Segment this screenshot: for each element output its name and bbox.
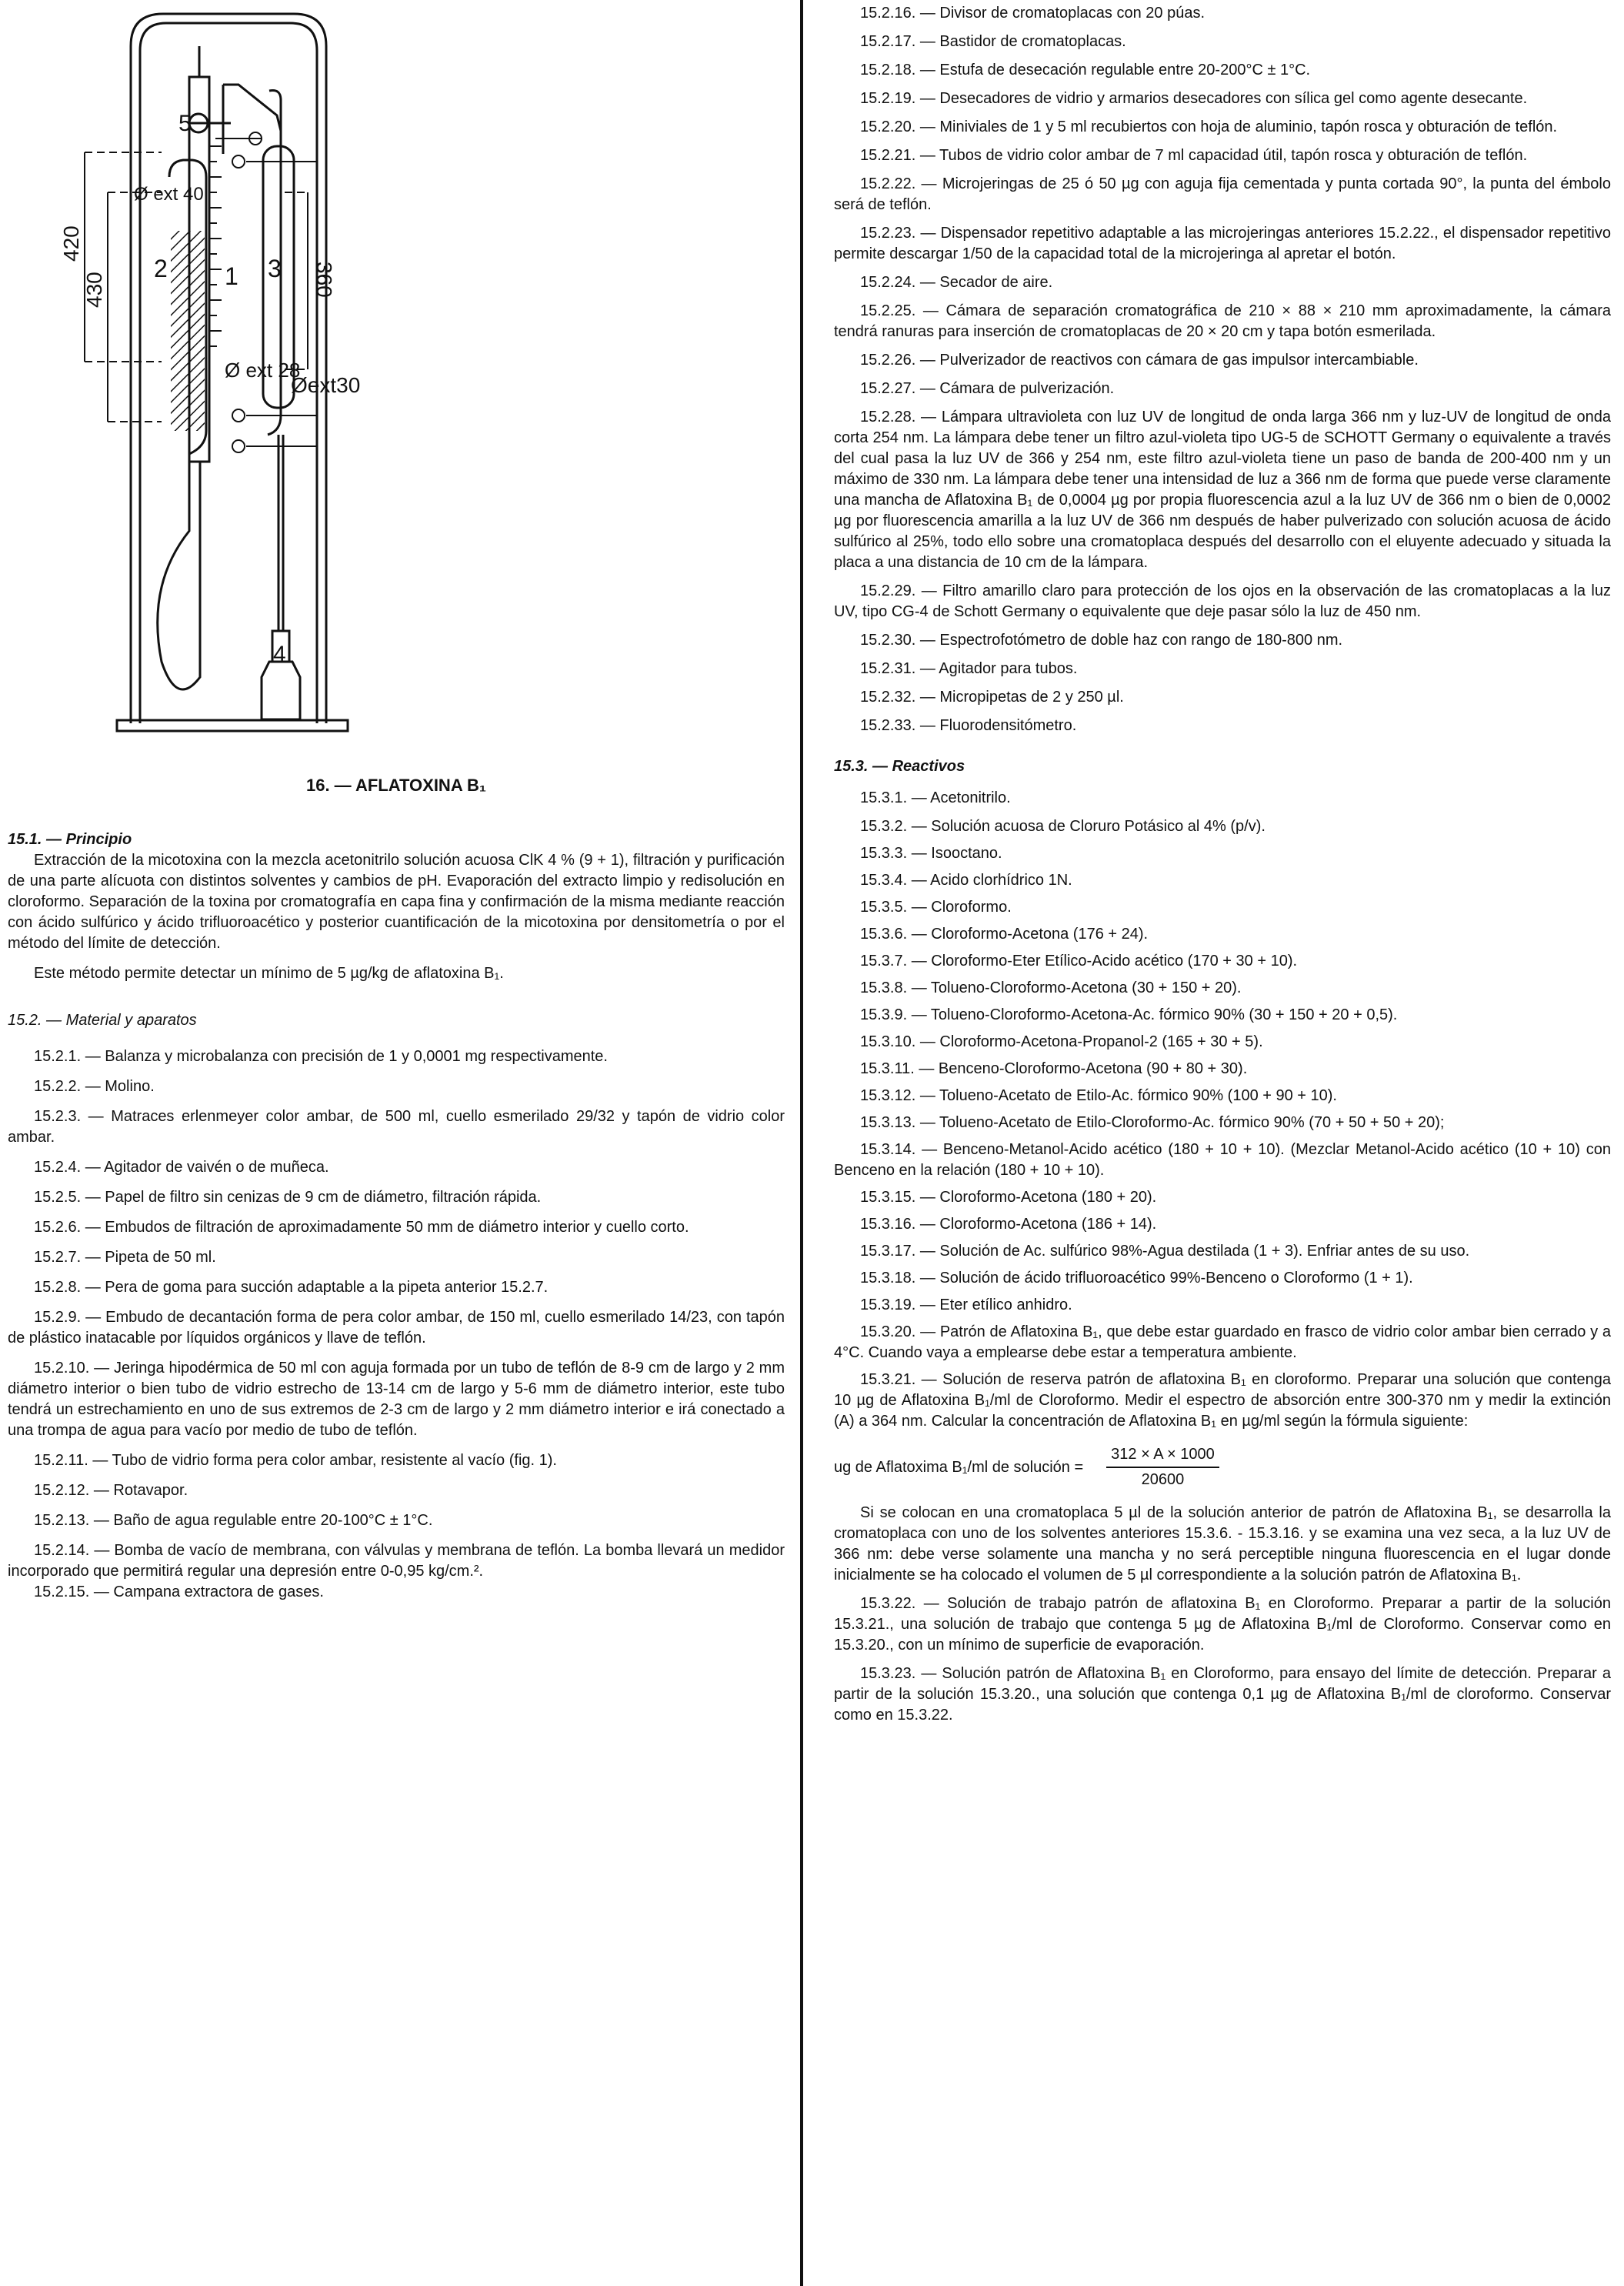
reagent-item: 15.3.7. — Cloroformo-Eter Etílico-Acido acético (170 + 30 + 10).	[860, 953, 1298, 969]
reagent-item: 15.3.22. — Solución de trabajo patrón de aflatoxina B₁ en Cloroformo. Preparar a partir de la solución 15.3.21., una solución de trabajo que contenga 5 µg de Aflatoxina B₁/ml de Cloroformo. Conservar como en 15.3.20., con un mínimo de superficie de evaporación.	[834, 1595, 1611, 1654]
label-5: 5	[178, 111, 192, 136]
reagent-item: 15.3.14. — Benceno-Metanol-Acido acético (180 + 10 + 10). (Mezclar Metanol-Acido acético (10 + 10) con Benceno en la relación (180 + 10 + 10).	[834, 1141, 1611, 1179]
list-item: 15.2.17. — Bastidor de cromatoplacas.	[860, 33, 1126, 50]
list-item: 15.2.5. — Papel de filtro sin cenizas de 9 cm de diámetro, filtración rápida.	[34, 1189, 542, 1206]
list-item: 15.2.15. — Campana extractora de gases.	[34, 1584, 324, 1600]
reagent-item: 15.3.21. — Solución de reserva patrón de aflatoxina B₁ en cloroformo. Preparar una solución que contenga 10 µg de Aflatoxina B₁/ml de Cloroformo. Medir el espectro de absorción entre 300-370 nm y medir la extinción (A) a 364 nm. Calcular la concentración de Aflatoxina B₁ en µg/ml según la fórmula siguiente:	[834, 1371, 1611, 1430]
s152-heading: 15.2. — Material y aparatos	[8, 1012, 197, 1029]
left-column	[8, 0, 785, 1603]
list-item: 15.2.12. — Rotavapor.	[34, 1482, 188, 1499]
reagent-item: 15.3.13. — Tolueno-Acetato de Etilo-Cloroformo-Ac. fórmico 90% (70 + 50 + 50 + 20);	[860, 1114, 1445, 1131]
section-title: 16. — AFLATOXINA B₁	[305, 776, 486, 795]
label-3: 3	[268, 255, 282, 282]
reagent-item: 15.3.2. — Solución acuosa de Cloruro Potásico al 4% (p/v).	[860, 818, 1266, 835]
reagent-item: 15.3.19. — Eter etílico anhidro.	[860, 1297, 1072, 1313]
list-item: 15.2.2. — Molino.	[34, 1078, 155, 1095]
reagent-item: 15.3.20. — Patrón de Aflatoxina B₁, que debe estar guardado en frasco de vidrio color ambar bien cerrado y a 4°C. Cuando vaya a emplearse debe estar a temperatura ambiente.	[834, 1323, 1611, 1361]
list-item: 15.2.1. — Balanza y microbalanza con precisión de 1 y 0,0001 mg respectivamente.	[34, 1048, 608, 1065]
s151-heading: 15.1. — Principio	[8, 831, 132, 848]
formula-numerator: 312 × A × 1000	[1106, 1446, 1219, 1468]
concentration-formula	[834, 1446, 1611, 1489]
label-2: 2	[154, 255, 168, 282]
list-item: 15.2.33. — Fluorodensitómetro.	[860, 717, 1077, 734]
right-column	[834, 0, 1611, 1726]
label-dim-430: 430	[82, 272, 106, 308]
list-item: 15.2.16. — Divisor de cromatoplacas con 20 púas.	[860, 5, 1205, 22]
reagent-item: 15.3.12. — Tolueno-Acetato de Etilo-Ac. fórmico 90% (100 + 90 + 10).	[860, 1087, 1337, 1104]
list-item: 15.2.18. — Estufa de desecación regulable entre 20-200°C ± 1°C.	[860, 62, 1311, 78]
list-item: 15.2.27. — Cámara de pulverización.	[860, 380, 1115, 397]
list-item: 15.2.26. — Pulverizador de reactivos con cámara de gas impulsor intercambiable.	[860, 352, 1419, 369]
list-item: 15.2.3. — Matraces erlenmeyer color ambar, de 500 ml, cuello esmerilado 29/32 y tapón de vidrio color ambar.	[8, 1108, 785, 1146]
label-dia-40: Ø ext 40	[134, 184, 204, 205]
list-item: 15.2.13. — Baño de agua regulable entre 20-100°C ± 1°C.	[34, 1512, 433, 1529]
formula-fraction	[1106, 1446, 1219, 1489]
list-item: 15.2.7. — Pipeta de 50 ml.	[34, 1249, 216, 1266]
list-item: 15.2.11. — Tubo de vidrio forma pera color ambar, resistente al vacío (fig. 1).	[34, 1452, 557, 1469]
paragraph-after-formula: Si se colocan en una cromatoplaca 5 µl de la solución anterior de patrón de Aflatoxina B₁, se desarrolla la cromatoplaca con uno de los solventes anteriores 15.3.6. - 15.3.16. y se examina una vez seca, a la luz UV de 366 nm: debe verse solamente una mancha y no será perceptible ninguna fluorescencia en el lugar donde inicialmente se ha colocado el volumen de 5 µl correspondiente a la solución patrón de Aflatoxina B₁.	[834, 1504, 1611, 1584]
list-item: 15.2.14. — Bomba de vacío de membrana, con válvulas y membrana de teflón. La bomba llevará un medidor incorporado que permitirá regular una depresión entre 0-0,95 kg/cm.².	[8, 1542, 785, 1580]
reagent-item: 15.3.10. — Cloroformo-Acetona-Propanol-2 (165 + 30 + 5).	[860, 1033, 1263, 1050]
list-item: 15.2.20. — Miniviales de 1 y 5 ml recubiertos con hoja de aluminio, tapón rosca y obturación de teflón.	[860, 118, 1558, 135]
label-dim-420: 420	[59, 225, 83, 262]
list-item: 15.2.29. — Filtro amarillo claro para protección de los ojos en la observación de las cromatoplacas a la luz UV, tipo CG-4 de Schott Germany o equivalente que deje pasar sólo la luz de 450 nm.	[834, 582, 1611, 620]
list-item: 15.2.22. — Microjeringas de 25 ó 50 µg con aguja fija cementada y punta cortada 90°, la punta del émbolo será de teflón.	[834, 175, 1611, 213]
reagent-item: 15.3.1. — Acetonitrilo.	[860, 789, 1011, 806]
column-divider	[800, 0, 803, 2286]
reagent-item: 15.3.9. — Tolueno-Cloroformo-Acetona-Ac. fórmico 90% (30 + 150 + 20 + 0,5).	[860, 1006, 1398, 1023]
list-item: 15.2.21. — Tubos de vidrio color ambar de 7 ml capacidad útil, tapón rosca y obturación de teflón.	[860, 147, 1528, 164]
reagent-item: 15.3.15. — Cloroformo-Acetona (180 + 20).	[860, 1189, 1157, 1206]
list-item: 15.2.31. — Agitador para tubos.	[860, 660, 1078, 677]
list-item: 15.2.23. — Dispensador repetitivo adaptable a las microjeringas anteriores 15.2.22., el dispensador repetitivo permite descargar 1/50 de la capacidad total de la microjeringa al apretar el botón.	[834, 225, 1611, 262]
s151-paragraph-2: Este método permite detectar un mínimo de 5 µg/kg de aflatoxina B₁.	[34, 965, 504, 982]
list-item: 15.2.9. — Embudo de decantación forma de pera color ambar, de 150 ml, cuello esmerilado 14/23, con tapón de plástico inatacable por líquidos orgánicos y llave de teflón.	[8, 1309, 785, 1347]
reagent-item: 15.3.4. — Acido clorhídrico 1N.	[860, 872, 1072, 889]
list-item: 15.2.4. — Agitador de vaivén o de muñeca.	[34, 1159, 329, 1176]
list-item: 15.2.28. — Lámpara ultravioleta con luz UV de longitud de onda larga 366 nm y luz-UV de longitud de onda corta 254 nm. La lámpara debe tener un filtro azul-violeta tipo UG-5 de SCHOTT Germany o equivalente a través del cual pasa la luz UV de 366 y 254 nm, este filtro azul-violeta tiene un paso de banda de 200-400 nm y un máximo de 330 nm. La lámpara debe tener una intensidad de luz a 366 nm de forma que puede verse claramente una mancha de Aflatoxina B₁ de 0,0004 µg por propia fluorescencia azul a la luz UV de 366 nm o bien de 0,0002 µg por fluorescencia amarilla a la luz UV de 366 nm después de haber pulverizado con solución acuosa de ácido sulfúrico al 25%, todo ello sobre una cromatoplaca después del desarrollo con el eluyente adecuado y situada la placa a una distancia de 10 cm de la lámpara.	[834, 409, 1611, 571]
reagent-item: 15.3.5. — Cloroformo.	[860, 899, 1012, 916]
list-item: 15.2.19. — Desecadores de vidrio y armarios desecadores con sílica gel como agente desecante.	[860, 90, 1528, 107]
reagent-item: 15.3.17. — Solución de Ac. sulfúrico 98%-Agua destilada (1 + 3). Enfriar antes de su uso.	[860, 1243, 1470, 1260]
reagent-item: 15.3.18. — Solución de ácido trifluoroacético 99%-Benceno o Cloroformo (1 + 1).	[860, 1270, 1413, 1287]
label-dia-30: Øext30	[291, 373, 361, 397]
reagent-item: 15.3.8. — Tolueno-Cloroformo-Acetona (30 + 150 + 20).	[860, 979, 1242, 996]
list-item: 15.2.30. — Espectrofotómetro de doble haz con rango de 180-800 nm.	[860, 632, 1343, 649]
reagent-item: 15.3.6. — Cloroformo-Acetona (176 + 24).	[860, 926, 1149, 943]
reagent-item: 15.3.11. — Benceno-Cloroformo-Acetona (90 + 80 + 30).	[860, 1060, 1248, 1077]
label-1: 1	[225, 262, 238, 290]
label-4: 4	[273, 642, 286, 667]
list-item: 15.2.25. — Cámara de separación cromatográfica de 210 × 88 × 210 mm aproximadamente, la cámara tendrá ranuras para inserción de cromatoplacas de 20 × 20 cm y tapa botón esmerilada.	[834, 302, 1611, 340]
formula-denominator: 20600	[1141, 1471, 1185, 1488]
s151-paragraph-1: Extracción de la micotoxina con la mezcla acetonitrilo solución acuosa ClK 4 % (9 + 1), filtración y purificación de una parte alícuota con distintos solventes y cambios de pH. Evaporación del extracto limpio y redisolución en cloroformo. Separación de la toxina por cromatografía en capa fina y confirmación de la misma mediante reacción con ácido sulfúrico y ácido trifluoroacético y posterior cuantificación de la micotoxina por densitometría o por el método del límite de detección.	[8, 852, 785, 952]
list-item: 15.2.32. — Micropipetas de 2 y 250 µl.	[860, 689, 1124, 706]
list-item: 15.2.8. — Pera de goma para succión adaptable a la pipeta anterior 15.2.7.	[34, 1279, 549, 1296]
label-dim-360: 360	[312, 262, 336, 298]
formula-lhs: ug de Aflatoxima B₁/ml de solución =	[834, 1458, 1084, 1476]
list-item: 15.2.10. — Jeringa hipodérmica de 50 ml con aguja formada por un tubo de teflón de 8-9 cm de largo y 2 mm diámetro interior o bien tubo de vidrio estrecho de 13-14 cm de largo y 5-6 mm de diámetro interior, este tubo tendrá un estrechamiento en uno de sus extremos de 2-3 cm de largo y 2 mm diámetro interior e irá conectado a una trompa de agua para vacío por medio de tubo de teflón.	[8, 1360, 785, 1439]
reagent-item: 15.3.23. — Solución patrón de Aflatoxina B₁ en Cloroformo, para ensayo del límite de detección. Preparar a partir de la solución 15.3.20., una solución que contenga 0,1 µg de Aflatoxina B₁/ml de cloroformo. Conservar como en 15.3.22.	[834, 1665, 1611, 1724]
list-item: 15.2.24. — Secador de aire.	[860, 274, 1053, 291]
s153-heading: 15.3. — Reactivos	[834, 758, 965, 775]
reagent-item: 15.3.16. — Cloroformo-Acetona (186 + 14).	[860, 1216, 1157, 1233]
list-item: 15.2.6. — Embudos de filtración de aproximadamente 50 mm de diámetro interior y cuello corto.	[34, 1219, 689, 1236]
label-dia-28: Ø ext 28	[225, 359, 301, 382]
reagent-item: 15.3.3. — Isooctano.	[860, 845, 1002, 862]
